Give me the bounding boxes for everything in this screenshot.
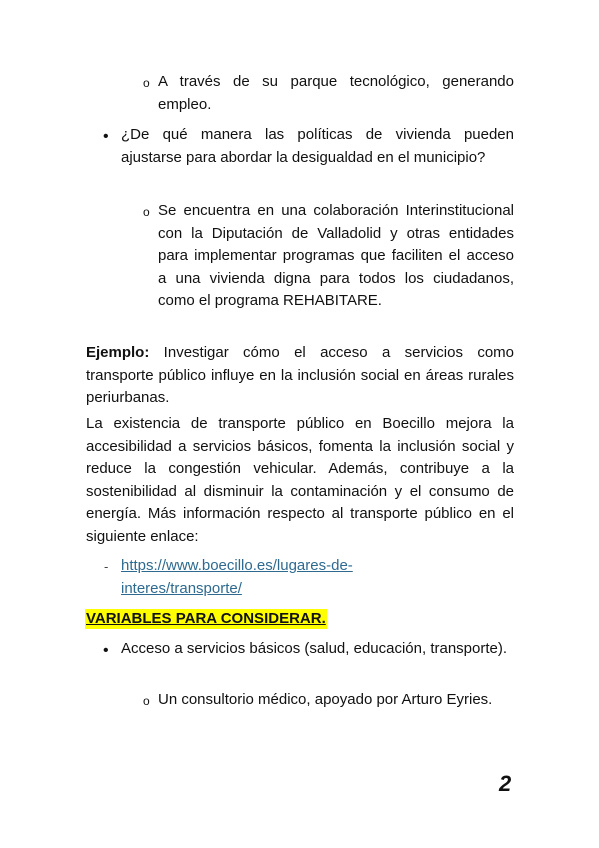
bullet-text-question: ¿De qué manera las políticas de vivienda pueden ajustarse para abordar la desigualdad en el municipio? [121, 126, 514, 166]
dash-marker: - [104, 559, 109, 574]
body-paragraph: La existencia de transporte público en Boecillo mejora la accesibilidad a servicios básicos, fomenta la inclusión social y reduce la congestión vehicular. Además, contribuye a la sostenibilidad al disminuir la contaminación y el consumo de energía. Más información respecto al transporte público en el siguiente enlace: [86, 415, 514, 545]
transport-link-line-2[interactable]: interes/transporte/ [121, 579, 242, 597]
sub-bullet-marker: o [143, 205, 150, 219]
bullet-text-variable: Acceso a servicios básicos (salud, educación, transporte). [121, 640, 508, 657]
example-paragraph [86, 342, 514, 410]
example-label: Ejemplo: [86, 344, 150, 361]
sub-bullet-text: A través de su parque tecnológico, generando empleo. [158, 73, 514, 113]
sub-bullet-text: Se encuentra en una colaboración Interinstitucional con la Diputación de Valladolid y otras entidades para implementar programas que faciliten el acceso a una vivienda digna para todos los ciudadanos, como el programa REHABITARE. [158, 202, 514, 309]
link-block[interactable] [121, 555, 514, 600]
transport-link-line-1[interactable]: https://www.boecillo.es/lugares-de- [121, 557, 353, 574]
example-text: Investigar cómo el acceso a servicios como transporte público influye en la inclusión social en áreas rurales periurbanas. [86, 344, 514, 406]
bullet-marker: • [103, 128, 109, 145]
sub-bullet-marker: o [143, 76, 150, 90]
sub-bullet-marker: o [143, 694, 150, 708]
sub-bullet-text: Un consultorio médico, apoyado por Arturo Eyries. [158, 691, 493, 708]
bullet-marker: • [103, 642, 109, 659]
variables-heading: VARIABLES PARA CONSIDERAR. [86, 610, 326, 627]
page-number: 2 [499, 771, 512, 796]
